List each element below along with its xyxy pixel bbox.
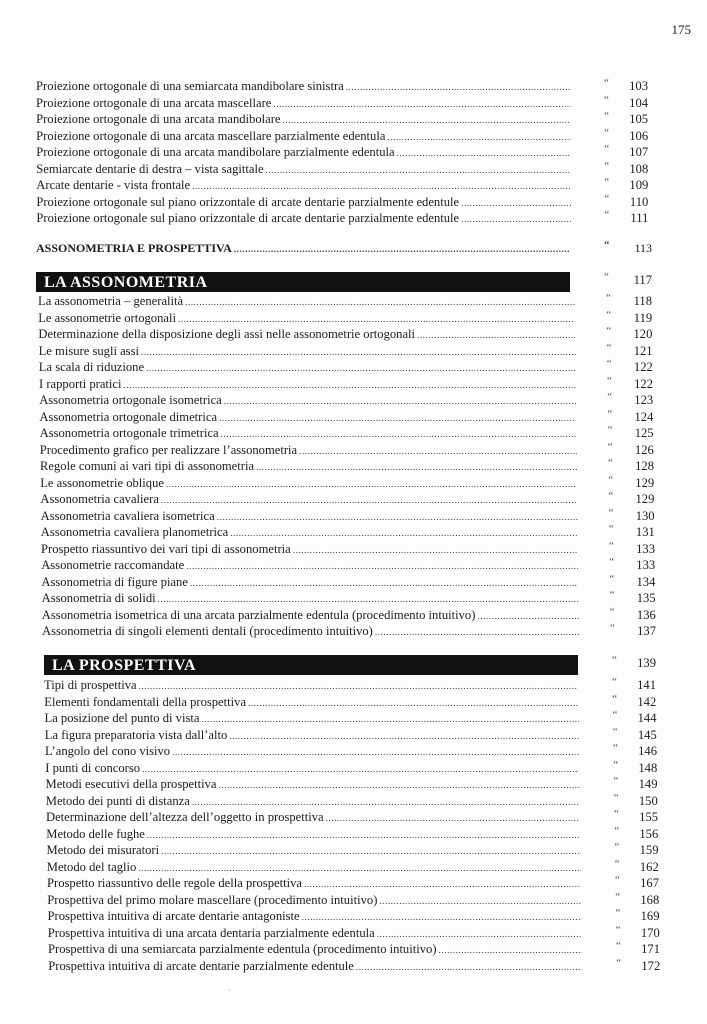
toc-entry[interactable] [0,177,707,194]
entry-page: 142 [637,694,657,709]
leader-dots [219,410,576,427]
toc-entry[interactable] [0,425,707,442]
entry-page: 129 [635,475,655,490]
entry-title: Prospetto riassuntivo delle regole della prospettiva [47,876,302,890]
entry-page: 129 [635,492,655,506]
leader-dots [178,311,575,328]
leader-dots [283,112,572,129]
leader-dots [161,492,577,509]
leader-dots [219,777,580,794]
leader-dots [142,761,579,778]
entry-title: Arcate dentarie - vista frontale [36,178,191,192]
leader-dots [256,459,577,476]
leader-dots [302,909,582,926]
toc-entry[interactable] [0,809,707,826]
leader-dots [326,810,580,827]
entry-page: 123 [634,393,654,407]
entry-page: 150 [638,793,658,808]
leader-dots [192,794,580,811]
entry-title: Proiezione ortogonale di una arcata mandibolare [36,112,281,126]
ditto-mark: “ [615,907,621,919]
entry-title: Determinazione dell’altezza dell’oggetto in prospettiva [46,810,324,824]
ditto-mark: “ [607,407,613,420]
ditto-mark: “ [616,956,622,969]
ditto-mark: “ [604,77,609,89]
toc-entry[interactable] [0,590,707,607]
ditto-mark: “ [612,676,617,688]
entry-title: Regole comuni ai vari tipi di assonometria [40,459,255,473]
toc-entry[interactable] [0,442,707,459]
section-page: 139 [637,656,656,670]
toc-entry[interactable] [0,677,707,694]
entry-title: L’angolo del cono visivo [45,744,171,758]
toc-heading-assonometria-prospettiva [0,240,707,257]
entry-title: La posizione del punto di vista [44,711,200,725]
entry-title: I punti di concorso [45,760,141,775]
ditto-mark: “ [608,506,614,519]
entry-page: 136 [636,607,656,622]
ditto-mark: “ [612,692,618,705]
entry-title: La assonometria – generalità [38,294,184,308]
toc-entry[interactable] [0,875,707,892]
section-page: 117 [633,273,652,287]
entry-title: ASSONOMETRIA E PROSPETTIVA [36,241,232,255]
ditto-mark: “ [613,742,618,754]
ditto-mark: “ [604,93,609,106]
toc-entry[interactable] [0,376,707,393]
entry-title: Procedimento grafico per realizzare l’assonometria [39,442,298,457]
ditto-mark: “ [614,808,619,820]
leader-dots [356,959,582,976]
entry-title: Prospettiva del primo molare mascellare (procedimento intuitivo) [47,892,378,907]
entry-page: 146 [638,744,657,758]
ditto-mark: “ [612,654,617,666]
toc-entry[interactable] [0,508,707,525]
toc-entry[interactable] [0,842,707,859]
entry-title: Assonometrie raccomandate [41,558,185,572]
entry-title: Assonometria cavaliera planometrica [40,525,229,539]
toc-entry[interactable] [0,743,707,760]
entry-page: 113 [634,241,652,255]
leader-dots [190,575,578,592]
entry-title: Metodo dei misuratori [46,843,160,857]
entry-title: Proiezione ortogonale sul piano orizzontale di arcate dentarie parzialmente edentule [36,194,460,209]
entry-page: 130 [635,508,655,523]
entry-page: 162 [639,859,659,874]
entry-title: Elementi fondamentali della prospettiva [44,694,247,709]
ditto-mark: “ [607,440,613,453]
ditto-mark: “ [615,923,621,936]
toc-entry[interactable] [0,925,707,942]
ditto-mark: “ [606,292,611,304]
toc-entry[interactable] [0,95,707,112]
ditto-mark: “ [604,110,609,122]
page-number: 175 [671,22,691,37]
entry-title: Le misure sugli assi [38,343,139,358]
entry-title: Determinazione della disposizione degli assi nelle assonometrie ortogonali [38,327,416,341]
leader-dots [217,509,578,526]
ditto-mark: “ [608,457,613,469]
leader-dots [299,443,577,460]
entry-title: Assonometria cavaliera isometrica [40,508,215,523]
leader-dots [461,211,571,228]
toc-entry[interactable] [0,310,707,327]
entry-title: Proiezione ortogonale di una arcata mascellare [36,95,272,110]
toc-entry[interactable] [0,359,707,376]
ditto-mark: “ [612,725,618,738]
entry-page: 104 [629,95,649,110]
entry-title: Assonometria ortogonale dimetrica [39,409,218,424]
ditto-mark: “ [604,159,610,172]
entry-title: Semiarcate dentarie di destra – vista sagittale [36,161,264,176]
entry-page: 170 [640,925,660,940]
ditto-mark: “ [614,824,620,837]
toc-entry[interactable] [0,194,707,211]
leader-dots [377,926,582,943]
ditto-mark: “ [604,192,610,205]
entry-page: 168 [640,892,660,907]
entry-page: 141 [637,678,656,692]
ditto-mark: “ [609,589,615,601]
leader-dots [248,695,578,712]
toc-entry[interactable] [0,210,707,227]
toc-entry[interactable] [0,240,707,257]
toc-entry[interactable] [0,859,707,876]
entry-title: Metodi esecutivi della prospettiva [45,777,217,791]
ditto-mark: “ [607,374,612,387]
toc-entry[interactable] [0,727,707,744]
toc-entry[interactable] [0,78,707,95]
ditto-mark: “ [615,874,620,886]
leader-dots [266,162,572,179]
entry-title: Proiezione ortogonale sul piano orizzontale di arcate dentarie parzialmente edentule [36,211,460,225]
toc-entry[interactable] [0,958,707,975]
entry-title: Prospettiva di una semiarcata parzialmente edentula (procedimento intuitivo) [48,942,437,956]
entry-page: 122 [633,360,653,374]
entry-page: 172 [641,958,661,973]
toc-entry[interactable] [0,908,707,925]
leader-dots [166,476,577,493]
leader-dots [379,893,581,910]
leader-dots [439,942,582,959]
ditto-mark: “ [614,857,620,870]
leader-dots [221,426,577,443]
leader-dots [387,129,571,146]
toc-group-proiezioni [0,78,707,227]
entry-title: Prospettiva intuitiva di arcate dentarie parzialmente edentule [48,958,354,973]
entry-title: La figura preparatoria vista dall’alto [44,727,228,742]
ditto-mark: “ [607,391,613,403]
leader-dots [224,393,576,410]
leader-dots [273,96,571,113]
toc-entry[interactable] [0,458,707,475]
entry-title: Proiezione ortogonale di una arcata mandibolare parzialmente edentula [36,145,395,159]
entry-page: 107 [629,145,649,159]
ditto-mark: “ [604,239,610,251]
entry-page: 120 [633,327,653,341]
entry-page: 155 [639,810,658,824]
leader-dots [397,145,572,162]
ditto-mark: “ [604,176,610,188]
entry-page: 108 [629,161,649,176]
ditto-mark: “ [613,791,619,804]
ditto-mark: “ [608,490,614,502]
entry-page: 126 [634,442,654,457]
entry-page: 105 [629,112,649,126]
entry-page: 148 [638,760,658,775]
entry-page: 145 [637,727,657,742]
toc-entry[interactable] [0,776,707,793]
entry-page: 149 [638,777,658,791]
toc-entry[interactable] [0,710,707,727]
ditto-mark: “ [616,940,621,952]
entry-page: 156 [639,826,659,841]
section-band-prospettiva [44,655,578,675]
section-title: LA PROSPETTIVA [52,657,197,674]
toc-entry[interactable] [0,557,707,574]
ditto-mark: “ [609,539,614,552]
leader-dots [192,178,571,195]
leader-dots [229,728,578,745]
toc-entry[interactable] [0,524,707,541]
section-title: LA ASSONOMETRIA [44,274,208,291]
toc-entry[interactable] [0,161,707,178]
entry-page: 135 [636,591,656,605]
entry-title: Assonometria di figure piane [41,574,188,589]
toc-entry[interactable] [0,541,707,558]
ditto-mark: “ [609,605,615,618]
ditto-mark: “ [614,841,620,853]
entry-page: 137 [637,624,656,638]
toc-entry[interactable] [0,491,707,508]
entry-page: 131 [635,525,655,539]
ditto-mark: “ [610,622,615,634]
toc-entry[interactable] [0,892,707,909]
leader-dots [147,827,580,844]
ditto-mark: “ [606,308,612,321]
toc-entry[interactable] [0,111,707,128]
entry-title: Proiezione ortogonale di una arcata mascellare parzialmente edentula [36,128,386,143]
entry-page: 167 [640,876,659,890]
leader-dots [477,608,578,625]
entry-title: Proiezione ortogonale di una semiarcata mandibolare sinistra [36,79,344,93]
leader-dots [138,860,580,877]
entry-title: Assonometria di solidi [41,591,156,605]
ditto-mark: “ [606,341,612,354]
entry-page: 103 [629,79,648,93]
leader-dots [230,525,578,542]
ditto-mark: “ [612,709,618,721]
page-speck: · [228,986,231,995]
entry-title: Metodo dei punti di distanza [45,793,190,808]
leader-dots [375,624,579,641]
entry-title: Metodo del taglio [46,859,137,874]
entry-page: 125 [634,426,654,440]
ditto-mark: “ [604,143,610,155]
toc-entry[interactable] [0,623,707,640]
leader-dots [172,744,579,761]
toc-entry[interactable] [0,793,707,810]
leader-dots [201,711,578,728]
entry-title: I rapporti pratici [39,376,122,391]
entry-page: 109 [629,178,649,192]
leader-dots [304,876,581,893]
toc-entry[interactable] [0,409,707,426]
ditto-mark: “ [607,424,613,436]
toc-entry[interactable] [0,574,707,591]
entry-page: 159 [639,843,659,857]
ditto-mark: “ [615,890,621,903]
entry-page: 133 [636,541,655,556]
entry-page: 111 [630,211,649,225]
entry-title: Prospettiva intuitiva di una arcata dentaria parzialmente edentula [47,925,375,940]
leader-dots [185,294,575,311]
toc-entry[interactable] [0,326,707,343]
ditto-mark: “ [609,556,615,568]
toc-entry[interactable] [0,475,707,492]
toc-entry[interactable] [0,826,707,843]
entry-title: Assonometria cavaliera [40,492,159,506]
entry-title: Assonometria di singoli elementi dentali (procedimento intuitivo) [42,624,373,638]
entry-page: 144 [637,711,657,725]
leader-dots [417,327,575,344]
ditto-mark: “ [608,523,614,535]
entry-title: Tipi di prospettiva [44,678,137,692]
leader-dots [161,843,580,860]
entry-page: 106 [629,128,649,143]
entry-page: 134 [636,574,656,589]
entry-title: Le assonometrie ortogonali [38,310,176,325]
leader-dots [461,195,571,212]
toc-entry[interactable] [0,128,707,145]
leader-dots [146,360,576,377]
entry-title: Prospettiva intuitiva di arcate dentarie antagoniste [47,909,300,923]
ditto-mark: “ [604,209,610,221]
entry-page: 169 [640,909,660,923]
entry-title: La scala di riduzione [38,360,145,374]
entry-title: Assonometria ortogonale isometrica [39,393,222,407]
entry-page: 171 [641,942,660,956]
toc-entry[interactable] [0,293,707,310]
ditto-mark: “ [613,758,619,771]
entry-title: Assonometria ortogonale trimetrica [39,426,219,440]
leader-dots [186,558,578,575]
ditto-mark: “ [604,126,610,139]
toc-entry[interactable] [0,343,707,360]
leader-dots [141,344,576,361]
ditto-mark: “ [606,358,612,370]
toc-entry[interactable] [0,760,707,777]
toc-entry[interactable] [0,144,707,161]
ditto-mark: “ [608,473,614,486]
toc-entry[interactable] [0,694,707,711]
ditto-mark: “ [609,572,615,585]
entry-page: 124 [634,409,654,424]
leader-dots [139,678,578,695]
section-band-assonometria [36,272,570,292]
leader-dots [124,377,576,394]
entry-title: Assonometria isometrica di una arcata parzialmente edentula (procedimento intuitivo) [41,607,476,622]
leader-dots [234,241,570,258]
entry-title: Metodo delle fughe [46,826,145,841]
entry-page: 121 [633,343,653,358]
entry-title: Le assonometrie oblique [40,475,164,490]
entry-page: 128 [635,459,654,473]
toc-entry[interactable] [0,607,707,624]
leader-dots [346,79,571,96]
entry-page: 122 [634,376,653,391]
ditto-mark: “ [604,271,609,283]
entry-page: 110 [629,194,649,209]
toc-group-prospettiva [0,677,707,974]
entry-page: 133 [636,558,656,572]
toc-entry[interactable] [0,941,707,958]
toc-group-assonometria [0,293,707,640]
entry-title: Prospetto riassuntivo dei vari tipi di assonometria [41,541,291,556]
leader-dots [293,542,578,559]
toc-entry[interactable] [0,392,707,409]
leader-dots [158,591,579,608]
ditto-mark: “ [613,775,619,787]
entry-page: 118 [633,294,652,308]
ditto-mark: “ [606,325,612,337]
entry-page: 119 [633,310,653,325]
